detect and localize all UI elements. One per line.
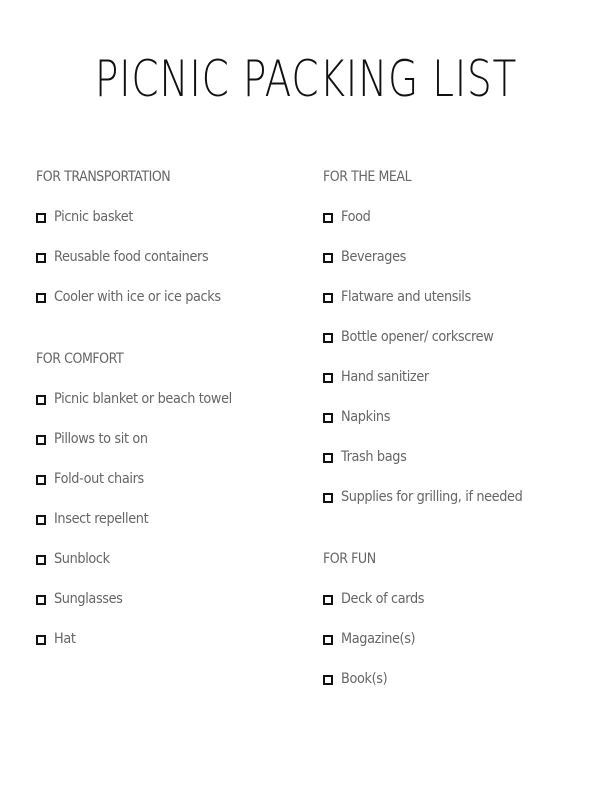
checkbox-icon[interactable] [323, 373, 333, 383]
page-title: PICNIC PACKING LIST [94, 50, 518, 108]
checklist-item[interactable] [36, 428, 247, 450]
checklist-item[interactable] [36, 468, 247, 490]
item-label: Trash bags [341, 449, 407, 465]
item-label: Food [341, 209, 371, 225]
checkbox-icon[interactable] [323, 635, 333, 645]
checkbox-icon[interactable] [36, 395, 46, 405]
checkbox-icon[interactable] [36, 293, 46, 303]
section-comfort [36, 348, 247, 650]
checkbox-icon[interactable] [323, 253, 333, 263]
checklist-item[interactable] [323, 446, 538, 468]
item-label: Bottle opener/ corkscrew [341, 329, 494, 345]
section-meal [323, 166, 538, 508]
checkbox-icon[interactable] [36, 253, 46, 263]
item-label: Sunblock [54, 551, 110, 567]
checkbox-icon[interactable] [36, 435, 46, 445]
checklist-item[interactable] [323, 486, 538, 508]
checkbox-icon[interactable] [323, 675, 333, 685]
checkbox-icon[interactable] [323, 293, 333, 303]
item-label: Flatware and utensils [341, 289, 471, 305]
checklist-item[interactable] [323, 326, 538, 348]
checklist-item[interactable] [323, 668, 538, 690]
item-label: Picnic blanket or beach towel [54, 391, 232, 407]
checklist-item[interactable] [36, 508, 247, 530]
checklist-item[interactable] [323, 588, 538, 610]
checkbox-icon[interactable] [36, 213, 46, 223]
item-label: Beverages [341, 249, 407, 265]
section-transportation [36, 166, 247, 308]
section-heading: FOR TRANSPORTATION [36, 169, 171, 185]
item-label: Fold-out chairs [54, 471, 144, 487]
checklist-item[interactable] [323, 206, 538, 228]
item-label: Book(s) [341, 671, 388, 687]
item-label: Magazine(s) [341, 631, 416, 647]
item-label: Hat [54, 631, 76, 647]
checklist-item[interactable] [323, 286, 538, 308]
checklist-item[interactable] [323, 406, 538, 428]
left-column [36, 166, 247, 690]
checkbox-icon[interactable] [36, 515, 46, 525]
checklist-item[interactable] [323, 628, 538, 650]
checklist-item[interactable] [36, 548, 247, 570]
checkbox-icon[interactable] [323, 493, 333, 503]
checklist-item[interactable] [323, 246, 538, 268]
item-label: Pillows to sit on [54, 431, 148, 447]
checkbox-icon[interactable] [323, 595, 333, 605]
right-column [323, 166, 538, 730]
item-label: Picnic basket [54, 209, 134, 225]
checklist-item[interactable] [36, 246, 247, 268]
item-label: Cooler with ice or ice packs [54, 289, 221, 305]
checklist-item[interactable] [323, 366, 538, 388]
item-label: Deck of cards [341, 591, 425, 607]
section-heading: FOR COMFORT [36, 351, 124, 367]
section-fun [323, 548, 538, 690]
checkbox-icon[interactable] [323, 333, 333, 343]
checklist-item[interactable] [36, 206, 247, 228]
checklist-item[interactable] [36, 388, 247, 410]
checklist-item[interactable] [36, 588, 247, 610]
checkbox-icon[interactable] [323, 453, 333, 463]
checkbox-icon[interactable] [36, 475, 46, 485]
checkbox-icon[interactable] [323, 413, 333, 423]
item-label: Supplies for grilling, if needed [341, 489, 523, 505]
checkbox-icon[interactable] [36, 595, 46, 605]
checklist-item[interactable] [36, 628, 247, 650]
item-label: Sunglasses [54, 591, 123, 607]
checkbox-icon[interactable] [323, 213, 333, 223]
section-heading: FOR THE MEAL [323, 169, 412, 185]
checklist-item[interactable] [36, 286, 247, 308]
item-label: Insect repellent [54, 511, 149, 527]
item-label: Napkins [341, 409, 391, 425]
item-label: Reusable food containers [54, 249, 209, 265]
section-heading: FOR FUN [323, 551, 376, 567]
checkbox-icon[interactable] [36, 635, 46, 645]
item-label: Hand sanitizer [341, 369, 429, 385]
checkbox-icon[interactable] [36, 555, 46, 565]
